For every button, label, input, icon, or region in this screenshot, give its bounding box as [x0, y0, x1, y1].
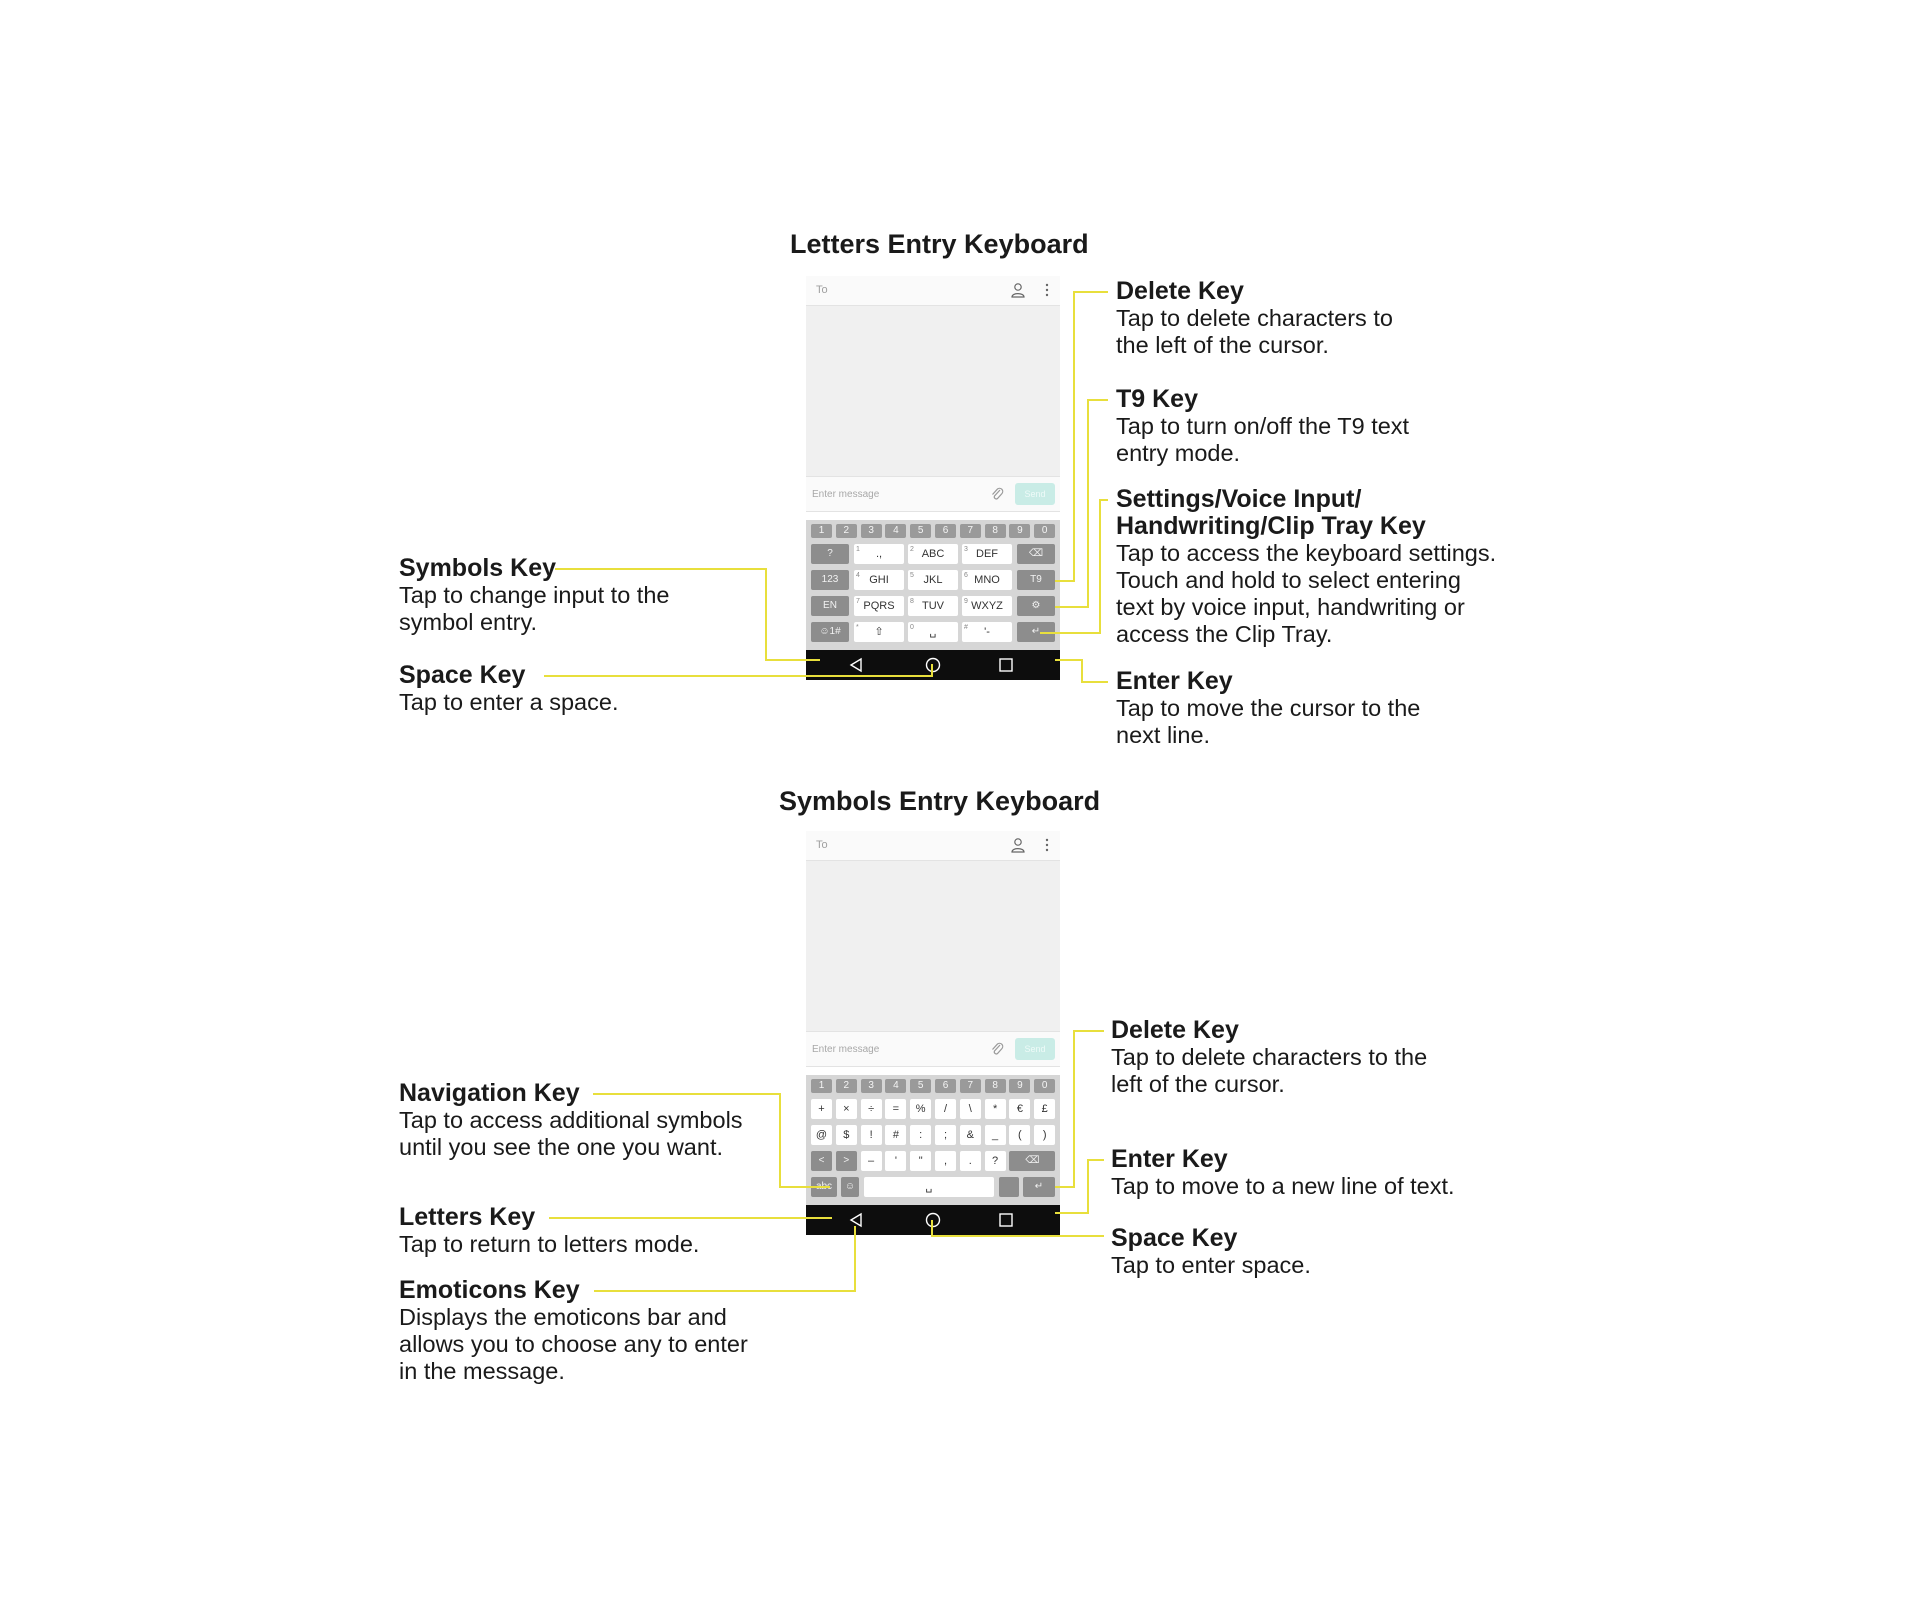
symbol-key[interactable]: ?	[985, 1151, 1006, 1171]
enter-key[interactable]: ↵	[1023, 1177, 1055, 1197]
key-number-hint: 2	[910, 546, 914, 553]
symbol-key[interactable]: (	[1009, 1125, 1030, 1145]
letters-keyboard	[806, 520, 1060, 650]
number-key-3[interactable]: 3	[861, 1079, 882, 1093]
message-thread-area	[806, 861, 1060, 1031]
key-number-hint: *	[856, 624, 859, 631]
delete-key[interactable]: ⌫	[1017, 544, 1055, 564]
symbol-key[interactable]: &	[960, 1125, 981, 1145]
number-key-0[interactable]: 0	[1034, 1079, 1055, 1093]
recents-icon[interactable]	[1000, 1214, 1012, 1226]
message-thread-area	[806, 306, 1060, 476]
number-key-9[interactable]: 9	[1009, 1079, 1030, 1093]
number-key-4[interactable]: 4	[885, 524, 906, 538]
callout-settings-key: Settings/Voice Input/ Handwriting/Clip Tray Key Tap to access the keyboard settings. Touch and hold to select entering text by voice input, handwriting or access the Clip Tray.	[1116, 485, 1497, 647]
number-key-7[interactable]: 7	[960, 1079, 981, 1093]
symbol-key[interactable]: –	[861, 1151, 882, 1171]
symbol-key[interactable]: #	[885, 1125, 906, 1145]
message-entry-bar[interactable]	[806, 1031, 1060, 1067]
callout-enter-key: Enter Key Tap to move to a new line of text.	[1111, 1145, 1455, 1199]
number-mode-key[interactable]: 123	[811, 570, 849, 590]
recipient-bar	[806, 831, 1060, 861]
shift-key[interactable]: ⇧	[854, 622, 904, 642]
number-key-5[interactable]: 5	[910, 1079, 931, 1093]
symbol-key[interactable]: =	[885, 1099, 906, 1119]
back-icon[interactable]	[851, 659, 861, 671]
callout-t9-key: T9 Key Tap to turn on/off the T9 text entry mode.	[1116, 385, 1410, 466]
symbol-key[interactable]: £	[1034, 1099, 1055, 1119]
tuv-key[interactable]: TUV	[908, 596, 958, 616]
symbol-key[interactable]: /	[935, 1099, 956, 1119]
number-key-7[interactable]: 7	[960, 524, 981, 538]
symbols-phone-screenshot	[806, 831, 1060, 1262]
key-number-hint: 4	[856, 572, 860, 579]
send-button[interactable]: Send	[1015, 483, 1055, 505]
symbols-key[interactable]: ?	[811, 544, 849, 564]
callout-letters-key: Letters Key Tap to return to letters mode.	[399, 1203, 700, 1257]
contact-icon[interactable]	[1010, 837, 1026, 853]
wxyz-key[interactable]: WXYZ	[962, 596, 1012, 616]
callout-delete-key: Delete Key Tap to delete characters to the left of the cursor.	[1111, 1016, 1428, 1097]
callout-space-key: Space Key Tap to enter a space.	[399, 661, 619, 715]
symbol-key[interactable]: :	[910, 1125, 931, 1145]
callout-navigation-key: Navigation Key Tap to access additional symbols until you see the one you want.	[399, 1079, 743, 1160]
key-number-hint: 8	[910, 598, 914, 605]
symbol-key[interactable]: "	[910, 1151, 931, 1171]
settings-key[interactable]: ⚙	[1017, 596, 1055, 616]
letters-keyboard-title: Letters Entry Keyboard	[790, 229, 1089, 259]
symbol-key[interactable]: !	[861, 1125, 882, 1145]
key-number-hint: 3	[964, 546, 968, 553]
symbol-key[interactable]: +	[811, 1099, 832, 1119]
abc-key[interactable]: ABC	[908, 544, 958, 564]
number-key-4[interactable]: 4	[885, 1079, 906, 1093]
language-key[interactable]: EN	[811, 596, 849, 616]
symbol-key[interactable]: %	[910, 1099, 931, 1119]
space-key[interactable]: ␣	[864, 1177, 994, 1197]
callout-delete-key: Delete Key Tap to delete characters to the left of the cursor.	[1116, 277, 1393, 358]
number-key-3[interactable]: 3	[861, 524, 882, 538]
symbol-key[interactable]: ,	[935, 1151, 956, 1171]
t9-key[interactable]: T9	[1017, 570, 1055, 590]
home-icon[interactable]	[927, 659, 940, 672]
to-label: To	[816, 839, 828, 851]
nav-next-key[interactable]: >	[836, 1151, 857, 1171]
number-key-1[interactable]: 1	[811, 1079, 832, 1093]
symbol-key[interactable]: ×	[836, 1099, 857, 1119]
more-options-icon[interactable]	[1044, 282, 1050, 298]
enter-key[interactable]: ↵	[1017, 622, 1055, 642]
symbol-key[interactable]: ÷	[861, 1099, 882, 1119]
space-key[interactable]: ␣	[908, 622, 958, 642]
message-entry-bar[interactable]	[806, 476, 1060, 512]
symbol-key[interactable]: \	[960, 1099, 981, 1119]
jkl-key[interactable]: JKL	[908, 570, 958, 590]
number-key-8[interactable]: 8	[985, 1079, 1006, 1093]
symbol-key[interactable]: @	[811, 1125, 832, 1145]
contact-icon[interactable]	[1010, 282, 1026, 298]
key-number-hint: 9	[964, 598, 968, 605]
mno-key[interactable]: MNO	[962, 570, 1012, 590]
symbol-key[interactable]: .	[960, 1151, 981, 1171]
symbols-keyboard	[806, 1075, 1060, 1205]
message-input[interactable]: Enter message	[812, 489, 880, 500]
recipient-bar	[806, 276, 1060, 306]
attach-icon[interactable]	[990, 1041, 1004, 1057]
symbol-key[interactable]: '	[885, 1151, 906, 1171]
symbol-key[interactable]: _	[985, 1125, 1006, 1145]
key-number-hint: 5	[910, 572, 914, 579]
delete-key[interactable]: ⌫	[1009, 1151, 1055, 1171]
callout-space-key: Space Key Tap to enter space.	[1111, 1224, 1311, 1278]
callout-symbols-key: Symbols Key Tap to change input to the symbol entry.	[399, 554, 670, 635]
symbol-key[interactable]: $	[836, 1125, 857, 1145]
back-icon[interactable]	[851, 1214, 861, 1226]
more-options-icon[interactable]	[1044, 837, 1050, 853]
number-key-2[interactable]: 2	[836, 1079, 857, 1093]
number-key-5[interactable]: 5	[910, 524, 931, 538]
number-key-9[interactable]: 9	[1009, 524, 1030, 538]
message-input[interactable]: Enter message	[812, 1044, 880, 1055]
send-button[interactable]: Send	[1015, 1038, 1055, 1060]
symbol-key[interactable]: ;	[935, 1125, 956, 1145]
pqrs-key[interactable]: PQRS	[854, 596, 904, 616]
symbol-key[interactable]: )	[1034, 1125, 1055, 1145]
recents-icon[interactable]	[1000, 659, 1012, 671]
apostrophe-key[interactable]: '-	[962, 622, 1012, 642]
symbol-key[interactable]: €	[1009, 1099, 1030, 1119]
symbols-emoticon-key[interactable]: ☺1#	[811, 622, 849, 642]
key-number-hint: 6	[964, 572, 968, 579]
home-icon[interactable]	[927, 1214, 940, 1227]
callout-emoticons-key: Emoticons Key Displays the emoticons bar and allows you to choose any to enter in the message.	[399, 1276, 748, 1384]
letters-phone-screenshot	[806, 276, 1060, 707]
number-key-1[interactable]: 1	[811, 524, 832, 538]
period-comma-key[interactable]: .,	[854, 544, 904, 564]
key-number-hint: 1	[856, 546, 860, 553]
navigation-bar	[806, 650, 1060, 680]
nav-prev-key[interactable]: <	[811, 1151, 832, 1171]
number-key-6[interactable]: 6	[935, 1079, 956, 1093]
ghi-key[interactable]: GHI	[854, 570, 904, 590]
symbol-key[interactable]: *	[985, 1099, 1006, 1119]
symbols-keyboard-title: Symbols Entry Keyboard	[779, 786, 1101, 816]
letters-key[interactable]: abc	[811, 1177, 837, 1197]
callout-enter-key: Enter Key Tap to move the cursor to the next line.	[1116, 667, 1421, 748]
number-key-8[interactable]: 8	[985, 524, 1006, 538]
key-number-hint: 7	[856, 598, 860, 605]
navigation-bar	[806, 1205, 1060, 1235]
to-label: To	[816, 284, 828, 296]
number-key-2[interactable]: 2	[836, 524, 857, 538]
number-key-6[interactable]: 6	[935, 524, 956, 538]
blank-key[interactable]	[999, 1177, 1019, 1197]
key-number-hint: 0	[910, 624, 914, 631]
def-key[interactable]: DEF	[962, 544, 1012, 564]
attach-icon[interactable]	[990, 486, 1004, 502]
emoticons-key[interactable]: ☺	[841, 1177, 859, 1197]
number-key-0[interactable]: 0	[1034, 524, 1055, 538]
key-number-hint: #	[964, 624, 968, 631]
